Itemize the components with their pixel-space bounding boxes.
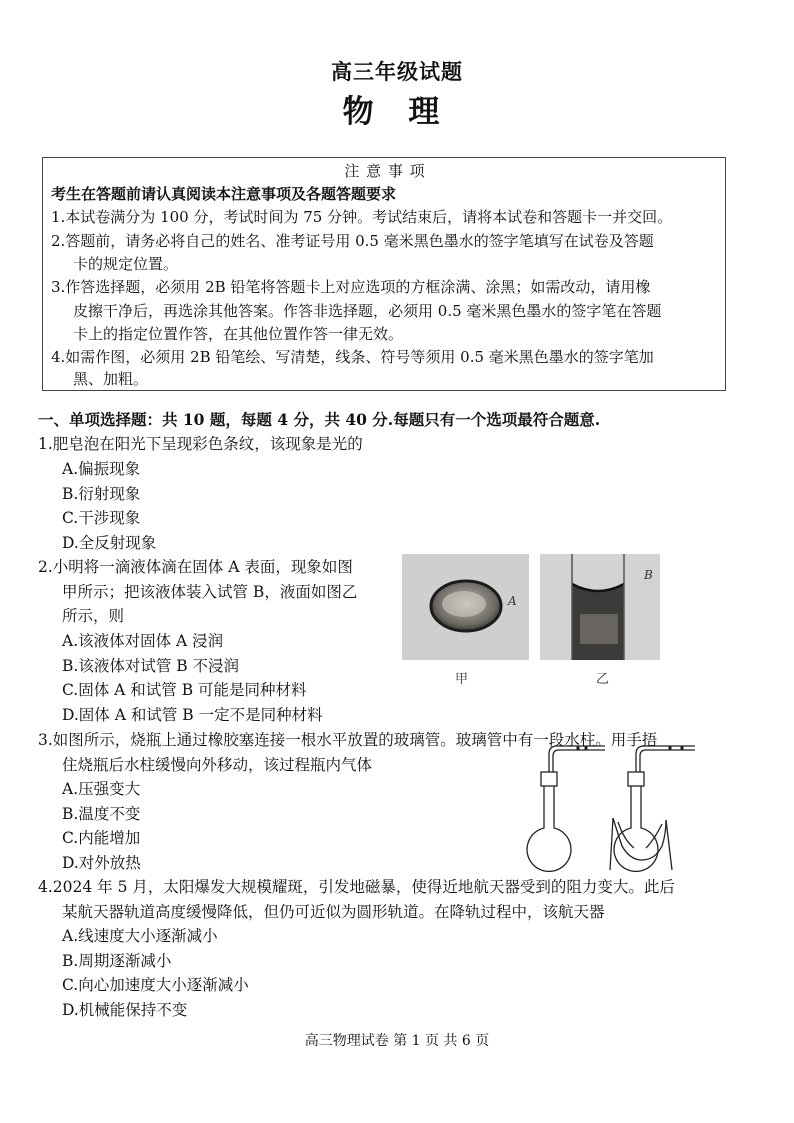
figure-yi-photo [540, 554, 660, 660]
question-2-stem: 所示，则 [62, 607, 125, 625]
q2-option-b: B.该液体对试管 B 不浸润 [62, 657, 240, 675]
notice-line: 卡的规定位置。 [73, 255, 179, 273]
figure-label-b: B [644, 568, 653, 582]
question-2-stem: 甲所示；把该液体装入试管 B，液面如图乙 [62, 583, 358, 601]
notice-intro: 考生在答题前请认真阅读本注意事项及各题答题要求 [51, 185, 397, 203]
q1-option-a: A.偏振现象 [62, 460, 141, 478]
q3-option-d: D.对外放热 [62, 854, 141, 872]
question-3-stem: 住烧瓶后水柱缓慢向外移动，该过程瓶内气体 [62, 756, 373, 774]
q3-option-c: C.内能增加 [62, 829, 141, 847]
test-tube-liquid-figure [540, 554, 660, 660]
q3-option-a: A.压强变大 [62, 780, 141, 798]
notice-line: 1.本试卷满分为 100 分，考试时间为 75 分钟。考试结束后，请将本试卷和答题卡一并交回。 [51, 208, 673, 226]
figure-jia-photo [402, 554, 529, 660]
q1-option-d: D.全反射现象 [62, 534, 157, 552]
q2-option-c: C.固体 A 和试管 B 可能是同种材料 [62, 681, 307, 699]
question-4-stem: 某航天器轨道高度缓慢降低，但仍可近似为圆形轨道。在降轨过程中，该航天器 [62, 903, 605, 921]
question-2-stem: 2.小明将一滴液体滴在固体 A 表面，现象如图 [38, 558, 353, 576]
page-footer: 高三物理试卷 第 1 页 共 6 页 [304, 1033, 490, 1049]
exam-header-title: 高三年级试题 [331, 59, 463, 84]
notice-line: 2.答题前，请务必将自己的姓名、准考证号用 0.5 毫米黑色墨水的签字笔填写在试卷及答题 [51, 232, 654, 250]
section-heading: 一、单项选择题：共 10 题，每题 4 分，共 40 分.每题只有一个选项最符合题意. [38, 410, 601, 429]
notice-line: 皮擦干净后，再选涂其他答案。作答非选择题，必须用 0.5 毫米黑色墨水的签字笔在答题 [73, 302, 662, 320]
notice-heading: 注 意 事 项 [344, 162, 426, 180]
notice-line: 3.作答选择题，必须用 2B 铅笔将答题卡上对应选项的方框涂满、涂黑；如需改动，请用橡 [51, 278, 651, 296]
q4-option-c: C.向心加速度大小逐渐减小 [62, 976, 249, 994]
q1-option-c: C.干涉现象 [62, 509, 141, 527]
figure-label-a: A [508, 594, 517, 608]
figure-caption-yi: 乙 [596, 672, 610, 687]
flask-glass-tube-figure [500, 742, 730, 872]
notice-line: 黑、加粗。 [73, 370, 149, 388]
figure-caption-jia: 甲 [455, 672, 469, 687]
question-4-stem: 4.2024 年 5 月，太阳爆发大规模耀斑，引发地磁暴，使得近地航天器受到的阻力变大。此后 [38, 878, 675, 896]
notice-line: 卡上的指定位置作答，在其他位置作答一律无效。 [73, 325, 404, 343]
notice-line: 4.如需作图，必须用 2B 铅笔绘、写清楚，线条、符号等须用 0.5 毫米黑色墨水的签字笔加 [51, 348, 654, 366]
q4-option-a: A.线速度大小逐渐减小 [62, 927, 218, 945]
q2-option-d: D.固体 A 和试管 B 一定不是同种材料 [62, 706, 323, 724]
q2-option-a: A.该液体对固体 A 浸润 [62, 632, 224, 650]
q1-option-b: B.衍射现象 [62, 485, 141, 503]
question-1-stem: 1.肥皂泡在阳光下呈现彩色条纹，该现象是光的 [38, 435, 363, 453]
q4-option-b: B.周期逐渐减小 [62, 952, 172, 970]
subject-title: 物 理 [342, 94, 452, 130]
q3-option-b: B.温度不变 [62, 805, 141, 823]
q4-option-d: D.机械能保持不变 [62, 1001, 188, 1019]
question-3-stem: 3.如图所示，烧瓶上通过橡胶塞连接一根水平放置的玻璃管。玻璃管中有一段水柱。用手捂 [38, 731, 658, 749]
notice-box [42, 157, 726, 391]
